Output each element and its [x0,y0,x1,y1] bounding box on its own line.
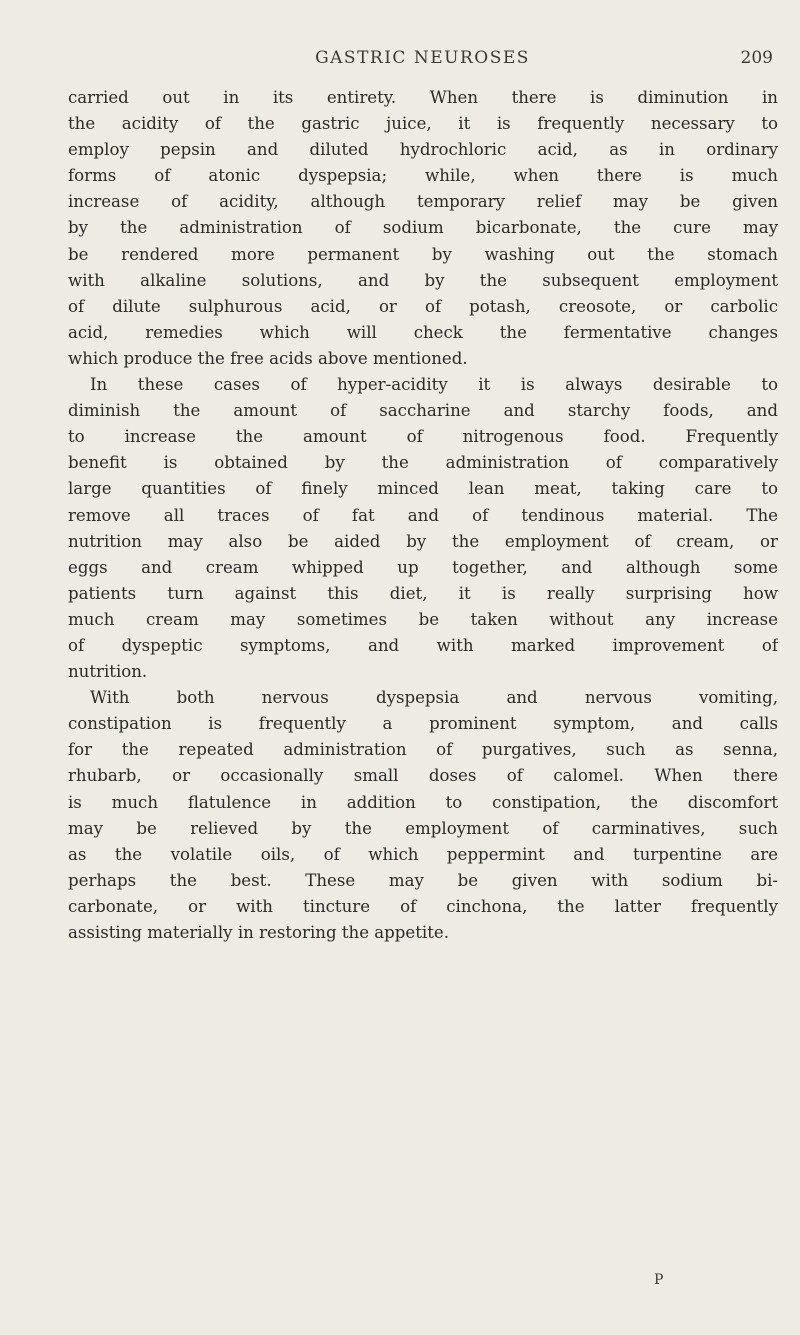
text-line: benefit is obtained by the administration of comparatively [68,453,778,473]
text-line: increase of acidity, although temporary relief may be given [68,192,778,212]
text-line: carried out in its entirety. When there is diminution in [68,88,778,107]
text-line: of dilute sulphurous acid, or of potash, creosote, or carbolic [68,296,778,316]
text-line: With both nervous dyspepsia and nervous vomiting, [90,688,778,708]
text-line: eggs and cream whipped up together, and although some [68,557,778,577]
text-line: much cream may sometimes be taken without any increase [68,609,778,629]
text-line: be rendered more permanent by washing out the stomach [68,244,778,264]
body-text [68,85,778,946]
text-line: rhubarb, or occasionally small doses of calomel. When there [68,766,778,786]
text-line: nutrition may also be aided by the employment of cream, or [68,531,778,551]
signature-mark: P [654,1272,664,1288]
text-line: large quantities of finely minced lean meat, taking care to [68,479,778,499]
text-line: employ pepsin and diluted hydrochloric acid, as in ordinary [68,140,778,160]
text-line: assisting materially in restoring the appetite. [68,923,449,942]
text-line: patients turn against this diet, it is really surprising how [68,583,778,603]
running-head-title: GASTRIC NEUROSES [315,48,530,68]
text-line: for the repeated administration of purgatives, such as senna, [68,740,778,760]
text-line: as the volatile oils, of which peppermint and turpentine are [68,844,778,864]
text-line: perhaps the best. These may be given with sodium bi- [68,870,778,890]
text-line: diminish the amount of saccharine and starchy foods, and [68,401,778,421]
text-line: by the administration of sodium bicarbonate, the cure may [68,218,778,238]
text-line: the acidity of the gastric juice, it is frequently necessary to [68,114,778,134]
text-line: constipation is frequently a prominent symptom, and calls [68,714,778,734]
text-line: carbonate, or with tincture of cinchona, the latter frequently [68,896,778,916]
text-line: acid, remedies which will check the fermentative changes [68,322,778,342]
text-line: remove all traces of fat and of tendinous material. The [68,505,778,525]
text-line: to increase the amount of nitrogenous food. Frequently [68,427,778,447]
text-line: may be relieved by the employment of carminatives, such [68,818,778,838]
text-line: is much flatulence in addition to constipation, the discomfort [68,792,778,812]
text-line: nutrition. [68,662,148,682]
page-number: 209 [740,48,773,68]
running-head [70,48,775,78]
text-line: of dyspeptic symptoms, and with marked improvement of [68,635,778,655]
text-line: with alkaline solutions, and by the subsequent employment [68,270,778,290]
text-line: In these cases of hyper-acidity it is always desirable to [90,375,778,395]
text-line: forms of atonic dyspepsia; while, when there is much [68,166,778,186]
text-line: which produce the free acids above mentioned. [68,348,468,368]
